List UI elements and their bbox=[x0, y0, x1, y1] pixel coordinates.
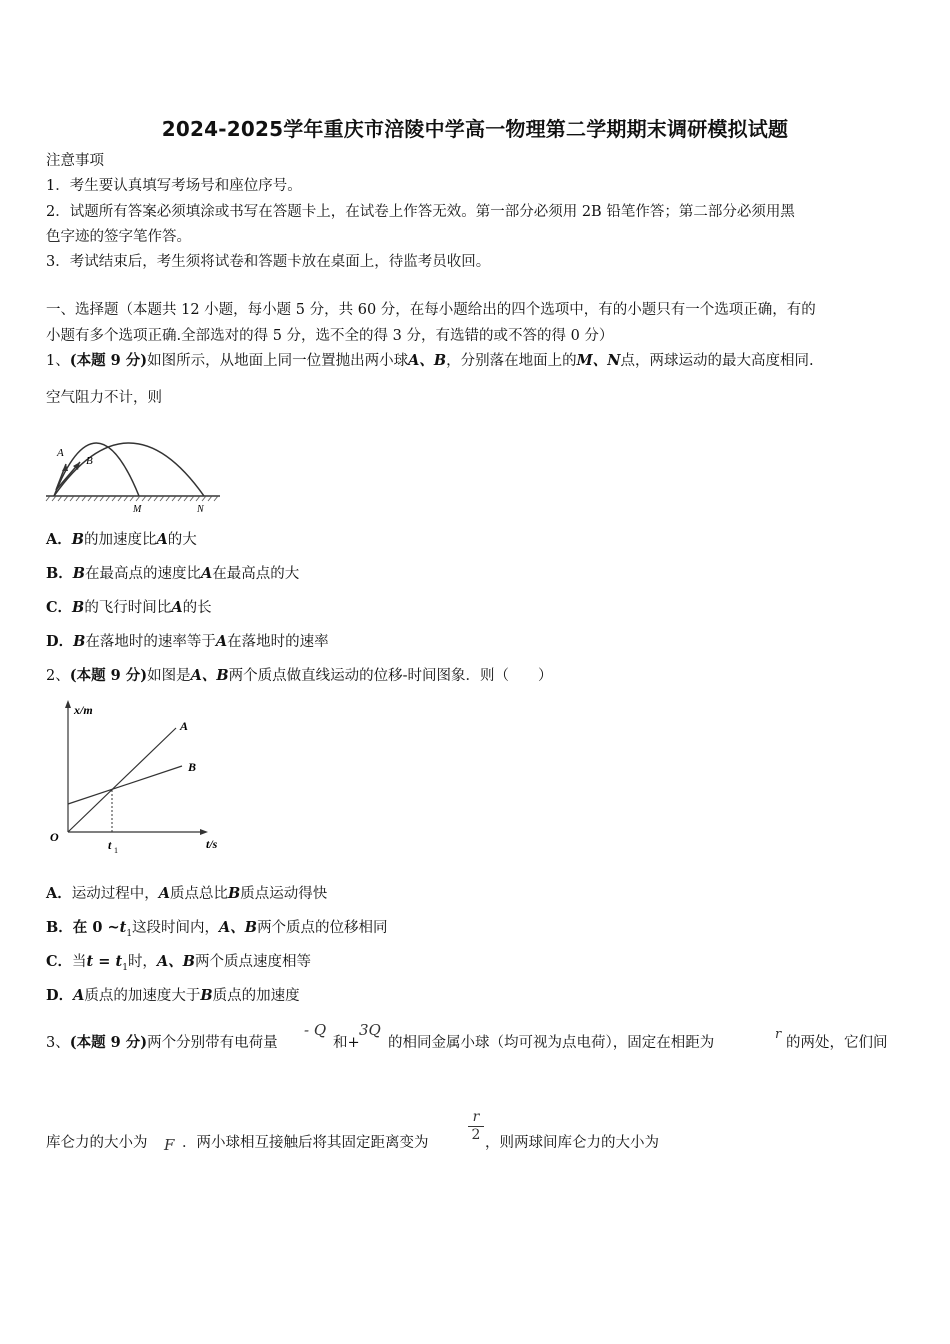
section-1-instructions-cont: 小题有多个选项正确.全部选对的得 5 分，选不全的得 3 分，有选错的或不答的得 0 分） bbox=[46, 328, 614, 344]
y-axis-label: x/m bbox=[74, 703, 93, 717]
q1-ab: A、B bbox=[408, 352, 447, 369]
option-var: A bbox=[171, 599, 183, 616]
q3-text-e: ．两小球相互接触后将其固定距离变为 bbox=[182, 1135, 429, 1151]
displacement-time-graph bbox=[44, 698, 234, 860]
fraction-numerator: r bbox=[472, 1109, 480, 1125]
q2-option-b[interactable] bbox=[46, 918, 388, 944]
option-var: A、B bbox=[156, 953, 195, 970]
option-text: 在最高点的大 bbox=[212, 566, 300, 582]
q3-number: 3、 bbox=[46, 1035, 70, 1051]
notice-item-1: 1．考生要认真填写考场号和座位序号。 bbox=[46, 178, 302, 194]
x-axis-arrow-icon bbox=[200, 829, 208, 835]
option-var: A、B bbox=[219, 919, 258, 936]
q2-option-d[interactable] bbox=[46, 986, 300, 1006]
option-text: 的飞行时间比 bbox=[84, 600, 172, 616]
option-text: 运动过程中， bbox=[71, 886, 159, 902]
x-axis-label: t/s bbox=[206, 837, 218, 851]
option-letter: C． bbox=[46, 599, 73, 616]
question-3-stem bbox=[46, 1033, 278, 1053]
option-letter: B． bbox=[46, 565, 73, 582]
option-text: 在 0 ~ bbox=[72, 919, 120, 936]
q1-option-c[interactable] bbox=[46, 598, 212, 618]
label-m: M bbox=[133, 504, 142, 515]
q2-ab: A、B bbox=[190, 667, 229, 684]
q2-text-a: 如图是 bbox=[147, 668, 191, 684]
option-text: 的长 bbox=[182, 600, 212, 616]
q2-option-c[interactable] bbox=[46, 952, 311, 978]
option-letter: D． bbox=[46, 987, 74, 1004]
option-var: A bbox=[158, 885, 171, 902]
q1-mn: M、N bbox=[576, 352, 621, 369]
line-b-label: B bbox=[188, 760, 197, 774]
q3-score: (本题 9 分) bbox=[69, 1034, 148, 1051]
page-title: 2024-2025学年重庆市涪陵中学高一物理第二学期期末调研模拟试题 bbox=[161, 117, 789, 141]
origin-label: O bbox=[50, 830, 59, 844]
option-text: 质点运动得快 bbox=[240, 886, 328, 902]
option-equation: t = t bbox=[86, 953, 123, 970]
option-letter: A． bbox=[46, 885, 72, 902]
question-1-stem bbox=[46, 351, 814, 371]
q1-number: 1、 bbox=[46, 353, 70, 369]
q3-text-b: 的相同金属小球（均可视为点电荷），固定在相距为 bbox=[388, 1035, 715, 1051]
charge-3q: 3Q bbox=[359, 1021, 381, 1039]
option-text: 的加速度比 bbox=[84, 532, 157, 548]
option-var: A bbox=[156, 531, 168, 548]
option-text: 当 bbox=[72, 954, 87, 970]
t1-subscript: 1 bbox=[114, 846, 118, 855]
projectile-figure bbox=[44, 426, 224, 516]
q2-option-a[interactable] bbox=[46, 884, 327, 904]
q3-and: 和+ bbox=[333, 1035, 360, 1051]
notice-heading: 注意事项 bbox=[46, 153, 104, 169]
q3-text-f: ，则两球间库仑力的大小为 bbox=[485, 1135, 659, 1151]
option-var: B bbox=[73, 633, 86, 650]
force-f: F bbox=[164, 1136, 175, 1154]
option-var: B bbox=[72, 599, 85, 616]
q3-text-c: 的两处，它们间 bbox=[786, 1035, 888, 1051]
line-a-label: A bbox=[180, 719, 189, 733]
option-text: 这段时间内， bbox=[132, 920, 220, 936]
section-1-instructions: 一、选择题（本题共 12 小题，每小题 5 分，共 60 分，在每小题给出的四个选项中，有的小题只有一个选项正确，有的 bbox=[46, 302, 816, 318]
q3-text-d: 库仑力的大小为 bbox=[46, 1135, 148, 1151]
q1-option-d[interactable] bbox=[46, 632, 329, 652]
option-text: 质点的加速度大于 bbox=[84, 988, 201, 1004]
q1-score: (本题 9 分) bbox=[69, 352, 148, 369]
option-var: B bbox=[228, 885, 241, 902]
fraction-r-over-2 bbox=[468, 1109, 484, 1143]
q1-option-a[interactable] bbox=[46, 530, 197, 550]
option-letter: D． bbox=[46, 633, 74, 650]
option-text: 在落地时的速率 bbox=[227, 634, 329, 650]
option-text: 在落地时的速率等于 bbox=[85, 634, 216, 650]
option-var: B bbox=[200, 987, 213, 1004]
label-b: B bbox=[86, 455, 93, 467]
option-var: A bbox=[73, 987, 85, 1004]
option-text: 两个质点速度相等 bbox=[194, 954, 311, 970]
option-text: 两个质点的位移相同 bbox=[257, 920, 388, 936]
option-var: B bbox=[72, 565, 86, 582]
option-var: A bbox=[201, 565, 213, 582]
option-subscript: 1 bbox=[122, 962, 128, 973]
option-letter: C． bbox=[46, 953, 73, 970]
q2-number: 2、 bbox=[46, 668, 70, 684]
q1-text-b: ，分别落在地面上的 bbox=[446, 353, 577, 369]
q1-option-b[interactable] bbox=[46, 564, 299, 584]
t1-label: t bbox=[108, 838, 112, 852]
line-b bbox=[68, 766, 182, 804]
charge-negative-q: - Q bbox=[304, 1021, 327, 1039]
option-var: A bbox=[215, 633, 228, 650]
distance-r: r bbox=[775, 1027, 782, 1042]
option-text: 质点总比 bbox=[170, 886, 229, 902]
option-var: B bbox=[71, 531, 85, 548]
option-letter: B． bbox=[46, 919, 73, 936]
question-1-stem-cont: 空气阻力不计，则 bbox=[46, 390, 162, 406]
q1-text-c: 点，两球运动的最大高度相同. bbox=[620, 353, 814, 369]
trajectory-b bbox=[54, 443, 204, 496]
option-letter: A． bbox=[46, 531, 72, 548]
notice-item-3: 3．考试结束后，考生须将试卷和答题卡放在桌面上，待监考员收回。 bbox=[46, 254, 491, 270]
label-n: N bbox=[197, 504, 204, 515]
option-text: 的大 bbox=[167, 532, 197, 548]
notice-item-2: 2．试题所有答案必须填涂或书写在答题卡上，在试卷上作答无效。第一部分必须用 2B 铅笔作答；第二部分必须用黑 bbox=[46, 204, 795, 220]
q1-text-a: 如图所示，从地面上同一位置抛出两小球 bbox=[147, 353, 409, 369]
q2-text-b: 两个质点做直线运动的位移-时间图象．则（ ） bbox=[228, 668, 553, 684]
notice-item-2-cont: 色字迹的签字笔作答。 bbox=[46, 229, 191, 245]
option-text: 时， bbox=[127, 954, 157, 970]
option-text: 在最高点的速度比 bbox=[85, 566, 202, 582]
label-a: A bbox=[57, 447, 64, 459]
fraction-denominator: 2 bbox=[468, 1126, 484, 1143]
q3-text-a: 两个分别带有电荷量 bbox=[147, 1035, 278, 1051]
line-a bbox=[68, 728, 176, 832]
y-axis-arrow-icon bbox=[65, 700, 71, 708]
option-var: t bbox=[119, 919, 127, 936]
option-subscript: 1 bbox=[126, 928, 133, 939]
option-text: 质点的加速度 bbox=[212, 988, 300, 1004]
question-2-stem bbox=[46, 666, 553, 686]
q2-score: (本题 9 分) bbox=[69, 667, 148, 684]
